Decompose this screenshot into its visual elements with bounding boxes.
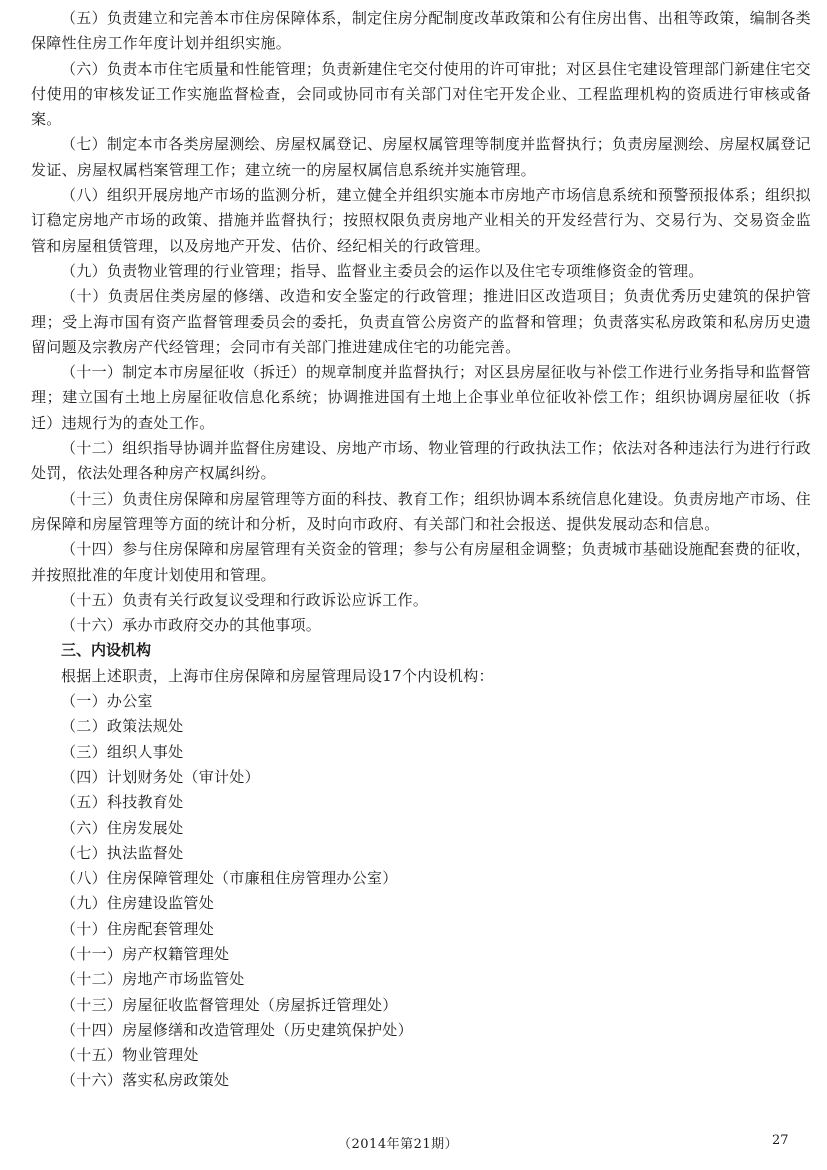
unit-list-item: （七）执法监督处 [61, 843, 184, 862]
duty-paragraph-11: （十一）制定本市房屋征收（拆迁）的规章制度并监督执行；对区县房屋征收与补偿工作进行业务指导和监督管理；建立国有土地上房屋征收信息化系统；协调推进国有土地上企事业单位征收补偿工作；组织协调房屋征收（拆迁）违规行为的查处工作。 [31, 363, 811, 432]
document-page [31, 6, 811, 1094]
section-intro: 根据上述职责，上海市住房保障和房屋管理局设17个内设机构： [61, 666, 494, 685]
duty-paragraph-16: （十六）承办市政府交办的其他事项。 [61, 616, 322, 635]
unit-list-item: （十二）房地产市场监管处 [61, 970, 245, 989]
unit-list-item: （十三）房屋征收监督管理处（房屋拆迁管理处） [61, 995, 398, 1014]
duty-paragraph-12: （十二）组织指导协调并监督住房建设、房地产市场、物业管理的行政执法工作；依法对各种违法行为进行行政处罚，依法处理各种房产权属纠纷。 [31, 439, 811, 483]
duty-paragraph-14: （十四）参与住房保障和房屋管理有关资金的管理；参与公有房屋租金调整；负责城市基础设施配套费的征收，并按照批准的年度计划使用和管理。 [31, 540, 811, 584]
unit-list-item: （二）政策法规处 [61, 717, 184, 736]
page-number: 27 [772, 1133, 789, 1148]
page-footer [0, 1133, 827, 1155]
duty-paragraph-5: （五）负责建立和完善本市住房保障体系，制定住房分配制度改革政策和公有住房出售、出租等政策，编制各类保障性住房工作年度计划并组织实施。 [31, 9, 811, 53]
duty-paragraph-7: （七）制定本市各类房屋测绘、房屋权属登记、房屋权属管理等制度并监督执行；负责房屋测绘、房屋权属登记发证、房屋权属档案管理工作；建立统一的房屋权属信息系统并实施管理。 [31, 135, 811, 179]
duty-paragraph-15: （十五）负责有关行政复议受理和行政诉讼应诉工作。 [61, 590, 429, 609]
unit-list-item: （四）计划财务处（审计处） [61, 767, 260, 786]
duty-paragraph-6: （六）负责本市住宅质量和性能管理；负责新建住宅交付使用的许可审批；对区县住宅建设管理部门新建住宅交付使用的审核发证工作实施监督检查，会同或协同市有关部门对住宅开发企业、工程监理机构的资质进行审核或备案。 [31, 59, 811, 129]
unit-list-item: （十六）落实私房政策处 [61, 1071, 230, 1090]
unit-list-item: （十五）物业管理处 [61, 1046, 199, 1065]
section-heading: 三、内设机构 [61, 641, 152, 660]
unit-list-item: （十四）房屋修缮和改造管理处（历史建筑保护处） [61, 1020, 413, 1039]
duty-paragraph-10: （十）负责居住类房屋的修缮、改造和安全鉴定的行政管理；推进旧区改造项目；负责优秀历史建筑的保护管理；受上海市国有资产监督管理委员会的委托，负责直管公房资产的监督和管理；负责落实私房政策和私房历史遗留问题及宗教房产代经管理；会同市有关部门推进建成住宅的功能完善。 [31, 287, 811, 356]
duty-paragraph-9: （九）负责物业管理的行业管理；指导、监督业主委员会的运作以及住宅专项维修资金的管理。 [61, 261, 704, 280]
duty-paragraph-8: （八）组织开展房地产市场的监测分析，建立健全并组织实施本市房地产市场信息系统和预警预报体系；组织拟订稳定房地产市场的政策、措施并监督执行；按照权限负责房地产业相关的开发经营行为、交易行为、交易资金监管和房屋租赁管理，以及房地产开发、估价、经纪相关的行政管理。 [31, 186, 811, 255]
unit-list-item: （八）住房保障管理处（市廉租住房管理办公室） [61, 869, 398, 888]
unit-list-item: （十）住房配套管理处 [61, 919, 215, 938]
issue-label: （2014年第21期） [338, 1137, 459, 1152]
unit-list-item: （一）办公室 [61, 692, 153, 711]
unit-list-item: （九）住房建设监管处 [61, 894, 215, 913]
unit-list-item: （三）组织人事处 [61, 742, 184, 761]
unit-list-item: （十一）房产权籍管理处 [61, 944, 230, 963]
unit-list-item: （五）科技教育处 [61, 793, 184, 812]
duty-paragraph-13: （十三）负责住房保障和房屋管理等方面的科技、教育工作；组织协调本系统信息化建设。负责房地产市场、住房保障和房屋管理等方面的统计和分析，及时向市政府、有关部门和社会报送、提供发展动态和信息。 [31, 489, 811, 533]
unit-list-item: （六）住房发展处 [61, 818, 184, 837]
